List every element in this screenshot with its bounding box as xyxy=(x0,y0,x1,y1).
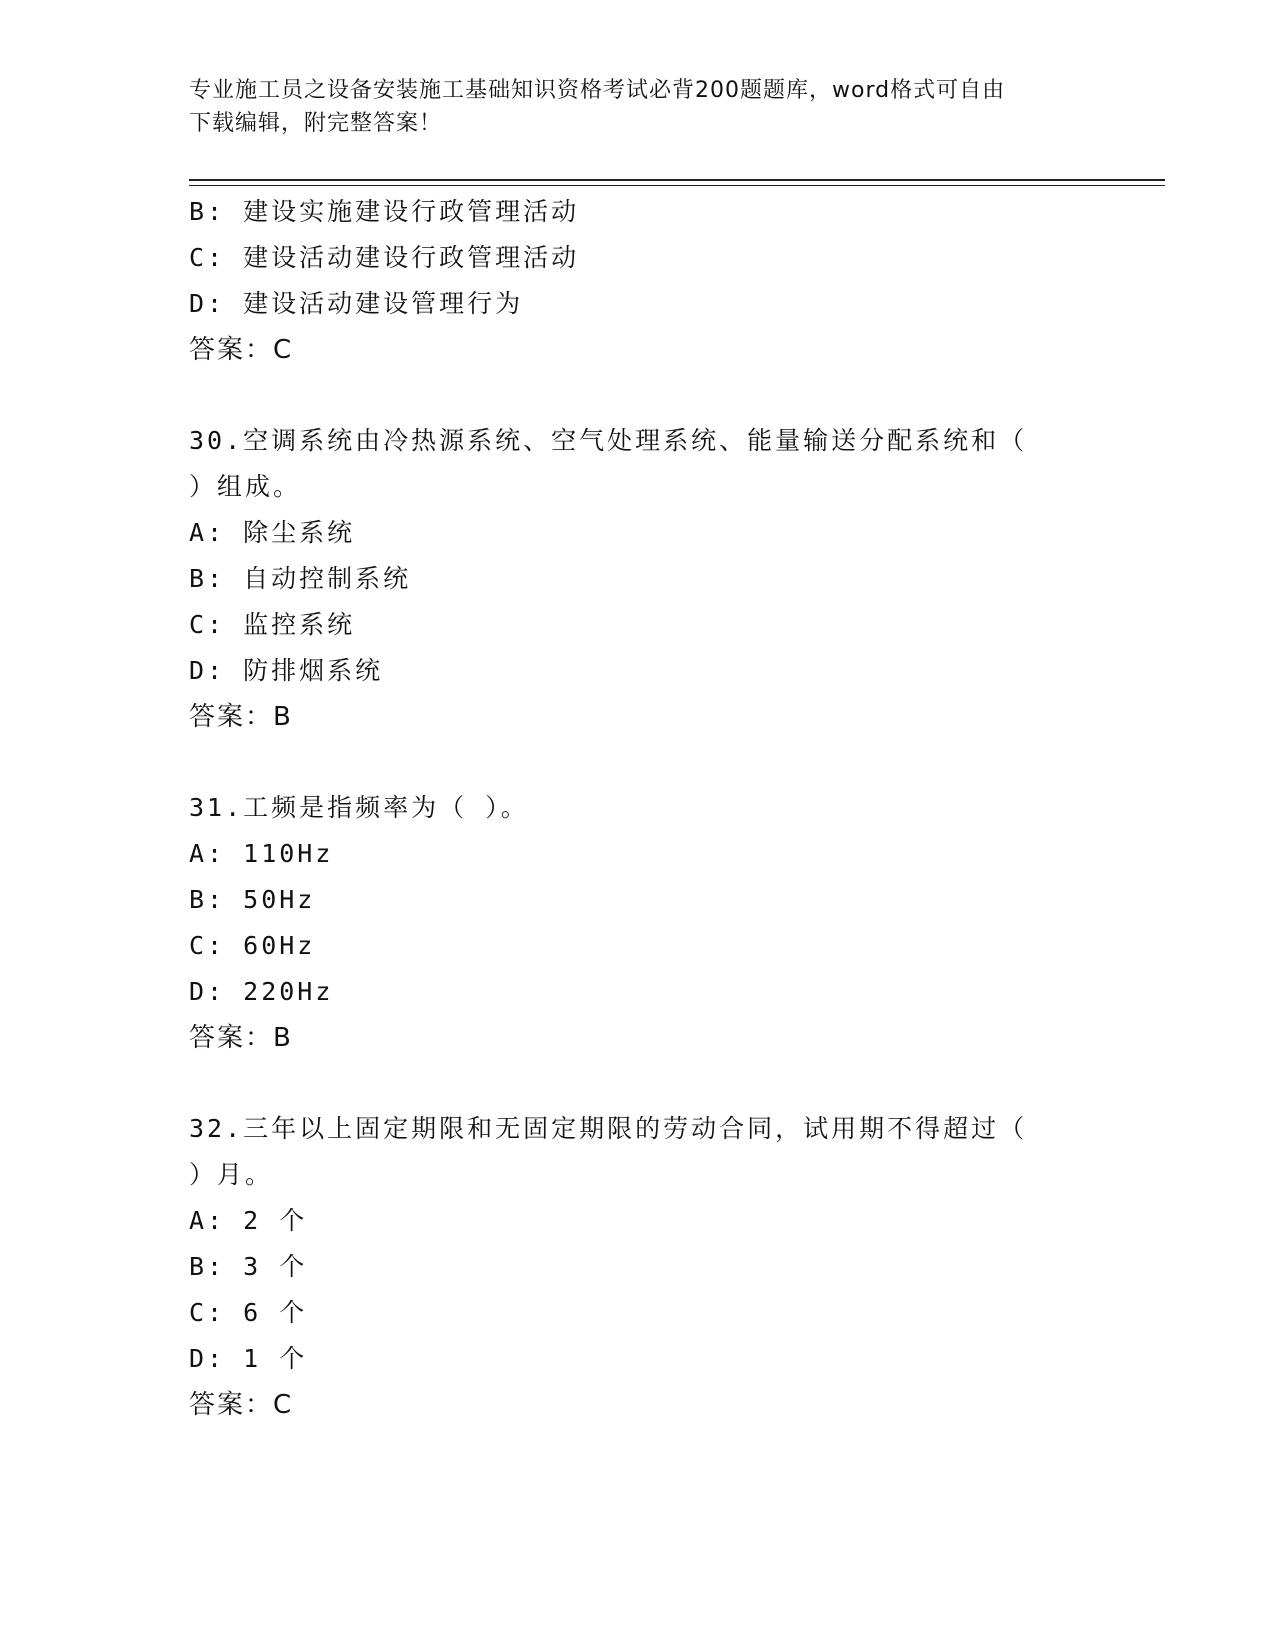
option-b: B: 建设实施建设行政管理活动 xyxy=(189,197,580,226)
header-line-2: 下载编辑，附完整答案！ xyxy=(189,111,443,136)
option-b: B: 自动控制系统 xyxy=(189,564,412,593)
header-divider-thick xyxy=(189,179,1165,181)
option-c: C: 建设活动建设行政管理活动 xyxy=(189,243,580,272)
question-stem-line-1: 30.空调系统由冷热源系统、空气处理系统、能量输送分配系统和（ xyxy=(189,426,1028,455)
question-stem-line-2: ）组成。 xyxy=(189,472,302,501)
option-a: A: 2 个 xyxy=(189,1206,308,1235)
question-spacer xyxy=(189,1061,1069,1106)
question-list xyxy=(189,189,1069,1428)
header-divider-thin xyxy=(189,185,1165,186)
option-d: D: 防排烟系统 xyxy=(189,656,384,685)
option-c: C: 6 个 xyxy=(189,1298,308,1327)
option-c: C: 监控系统 xyxy=(189,610,356,639)
option-a: A: 除尘系统 xyxy=(189,518,356,547)
option-a: A: 110Hz xyxy=(189,839,334,868)
answer-line: 答案：B xyxy=(189,1023,293,1053)
option-d: D: 建设活动建设管理行为 xyxy=(189,289,524,318)
question-stem-line-1: 31.工频是指频率为（ ）。 xyxy=(189,793,529,822)
document-header xyxy=(189,74,1089,140)
question-stem-line-2: ）月。 xyxy=(189,1160,274,1189)
option-d: D: 220Hz xyxy=(189,977,334,1006)
answer-line: 答案：C xyxy=(189,335,294,365)
option-b: B: 50Hz xyxy=(189,885,316,914)
question-spacer xyxy=(189,373,1069,418)
question-30 xyxy=(189,418,1069,740)
question-stem-line-1: 32.三年以上固定期限和无固定期限的劳动合同，试用期不得超过（ xyxy=(189,1114,1028,1143)
question-29-continued xyxy=(189,189,1069,373)
option-d: D: 1 个 xyxy=(189,1344,308,1373)
option-b: B: 3 个 xyxy=(189,1252,308,1281)
answer-line: 答案：B xyxy=(189,702,293,732)
question-spacer xyxy=(189,740,1069,785)
question-31 xyxy=(189,785,1069,1061)
question-32 xyxy=(189,1106,1069,1428)
header-line-1: 专业施工员之设备安装施工基础知识资格考试必背200题题库，word格式可自由 xyxy=(189,78,1006,103)
option-c: C: 60Hz xyxy=(189,931,316,960)
answer-line: 答案：C xyxy=(189,1390,294,1420)
